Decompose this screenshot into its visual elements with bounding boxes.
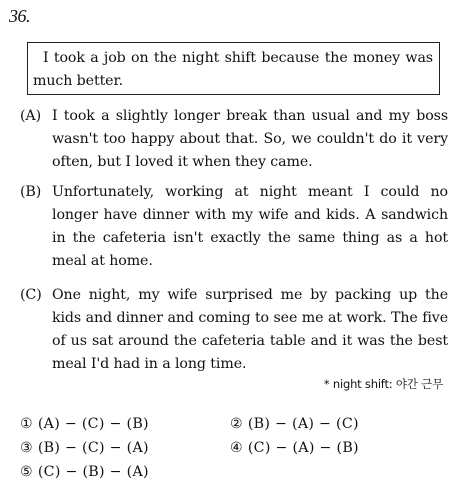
footnote: * night shift: 야간 근무 bbox=[323, 377, 443, 391]
choice-2[interactable]: ② (B) − (A) − (C) bbox=[230, 416, 359, 432]
paragraph-text: Unfortunately, working at night meant I could no longer have dinner with my wife and kids. A sandwich in the cafeteria isn't exactly the same thing as a hot meal at home. bbox=[52, 184, 448, 269]
choice-3[interactable]: ③ (B) − (C) − (A) bbox=[20, 440, 149, 456]
question-number: 36. bbox=[9, 6, 30, 26]
paragraph-text: I took a slightly longer break than usual and my boss wasn't too happy about that. So, we couldn't do it very often, but I loved it when they came. bbox=[52, 108, 448, 170]
choice-5[interactable]: ⑤ (C) − (B) − (A) bbox=[20, 464, 149, 480]
paragraph-text: One night, my wife surprised me by packing up the kids and dinner and coming to see me at work. The five of us sat around the cafeteria table and it was the best meal I'd had in a long time. bbox=[52, 287, 448, 372]
given-sentence-box: I took a job on the night shift because the money was much better. bbox=[27, 42, 440, 95]
paragraph-a bbox=[20, 105, 448, 174]
choice-1[interactable]: ① (A) − (C) − (B) bbox=[20, 416, 149, 432]
choice-4[interactable]: ④ (C) − (A) − (B) bbox=[230, 440, 359, 456]
paragraph-c bbox=[20, 284, 448, 376]
paragraph-label: (A) bbox=[20, 108, 42, 124]
paragraph-label: (B) bbox=[20, 184, 42, 200]
paragraph-label: (C) bbox=[20, 287, 42, 303]
paragraph-b bbox=[20, 181, 448, 273]
